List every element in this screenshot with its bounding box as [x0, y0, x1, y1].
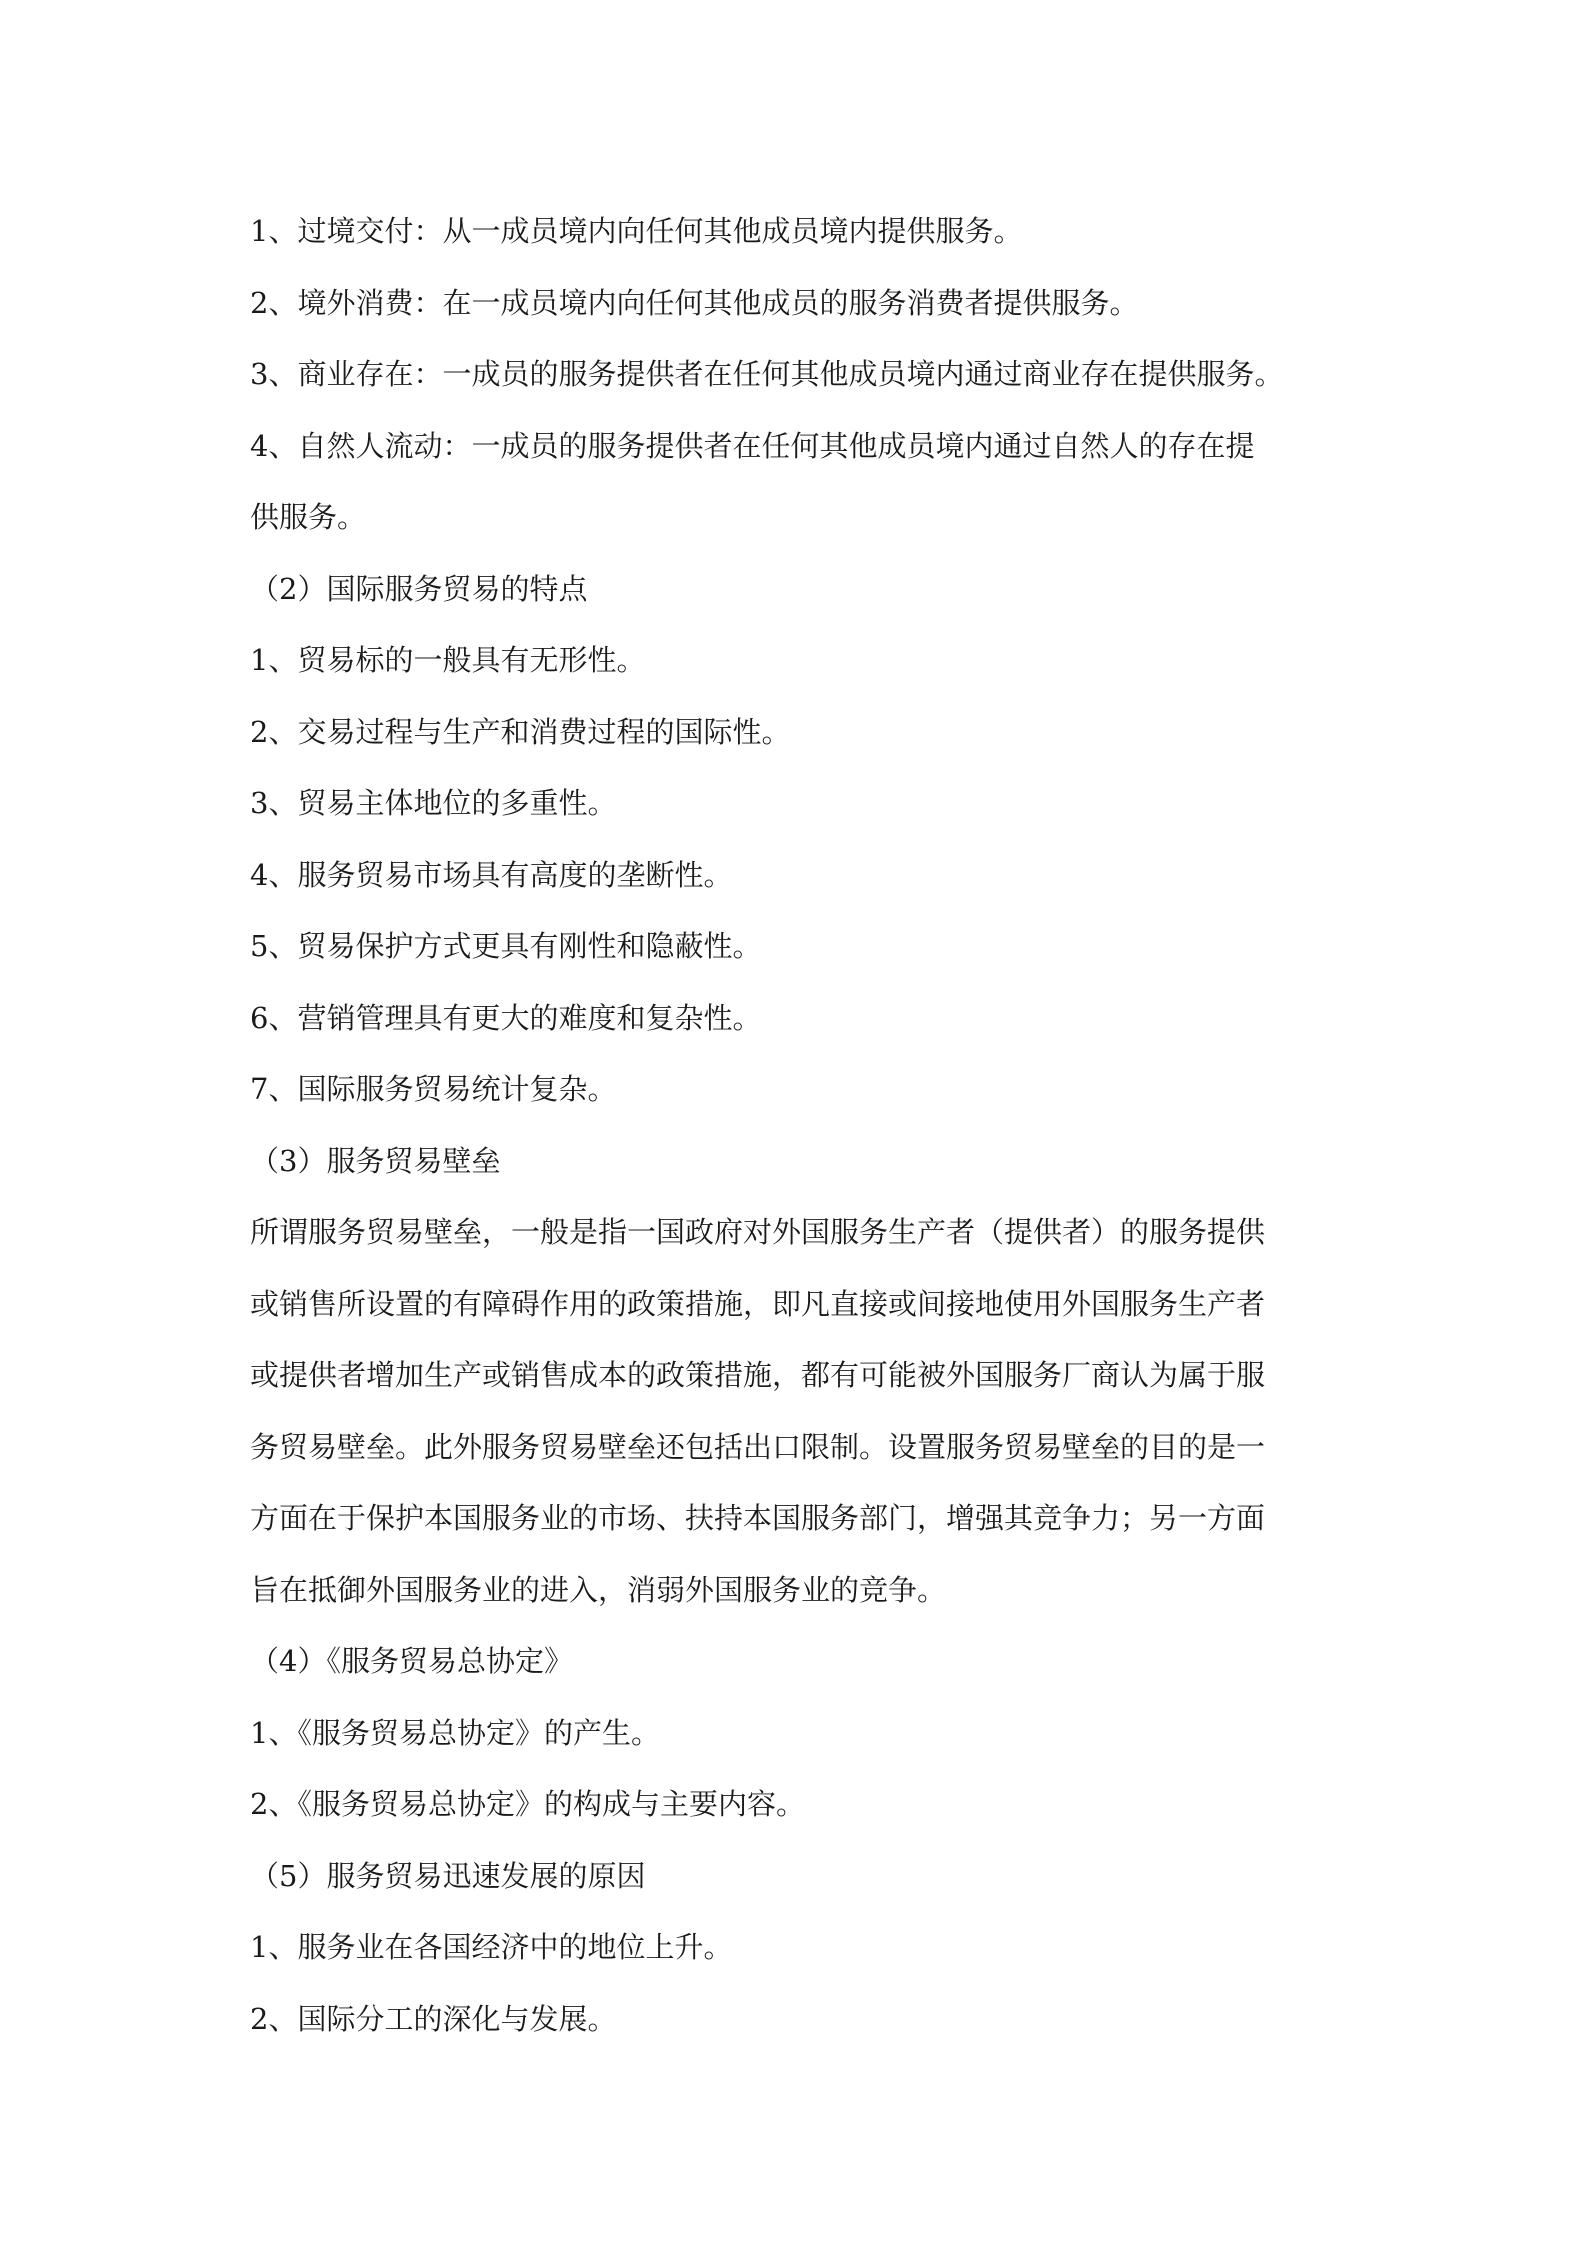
paragraph-line: 务贸易壁垒。此外服务贸易壁垒还包括出口限制。设置服务贸易壁垒的目的是一	[250, 1429, 1266, 1464]
section-heading: （4）《服务贸易总协定》	[250, 1644, 573, 1678]
paragraph-line: 方面在于保护本国服务业的市场、扶持本国服务部门，增强其竞争力；另一方面	[250, 1501, 1266, 1535]
paragraph-line: 旨在抵御外国服务业的进入，消弱外国服务业的竞争。	[250, 1572, 947, 1607]
paragraph-line: 或提供者增加生产或销售成本的政策措施，都有可能被外国服务厂商认为属于服	[250, 1358, 1266, 1392]
list-item-continuation: 供服务。	[250, 500, 367, 534]
list-item: 2、《服务贸易总协定》的构成与主要内容。	[250, 1787, 805, 1821]
list-item: 6、营销管理具有更大的难度和复杂性。	[250, 1000, 762, 1035]
list-item: 4、自然人流动：一成员的服务提供者在任何其他成员境内通过自然人的存在提	[250, 428, 1255, 463]
list-item: 1、过境交付：从一成员境内向任何其他成员境内提供服务。	[250, 214, 1023, 248]
list-item: 2、交易过程与生产和消费过程的国际性。	[250, 714, 791, 749]
list-item: 2、国际分工的深化与发展。	[250, 2001, 617, 2036]
list-item: 3、贸易主体地位的多重性。	[250, 786, 617, 820]
section-heading: （5）服务贸易迅速发展的原因	[250, 1858, 646, 1893]
list-item: 4、服务贸易市场具有高度的垄断性。	[250, 857, 733, 892]
list-item: 2、境外消费：在一成员境内向任何其他成员的服务消费者提供服务。	[250, 285, 1139, 320]
paragraph-line: 或销售所设置的有障碍作用的政策措施，即凡直接或间接地使用外国服务生产者	[250, 1286, 1266, 1321]
section-heading: （3）服务贸易壁垒	[250, 1143, 501, 1178]
section-heading: （2）国际服务贸易的特点	[250, 571, 588, 606]
document-page	[250, 196, 1360, 2055]
list-item: 1、服务业在各国经济中的地位上升。	[250, 1930, 733, 1964]
list-item: 7、国际服务贸易统计复杂。	[250, 1072, 617, 1106]
list-item: 3、商业存在：一成员的服务提供者在任何其他成员境内通过商业存在提供服务。	[250, 357, 1284, 391]
list-item: 5、贸易保护方式更具有刚性和隐蔽性。	[250, 929, 762, 963]
list-item: 1、《服务贸易总协定》的产生。	[250, 1715, 660, 1750]
paragraph-line: 所谓服务贸易壁垒，一般是指一国政府对外国服务生产者（提供者）的服务提供	[250, 1215, 1266, 1249]
list-item: 1、贸易标的一般具有无形性。	[250, 643, 646, 677]
